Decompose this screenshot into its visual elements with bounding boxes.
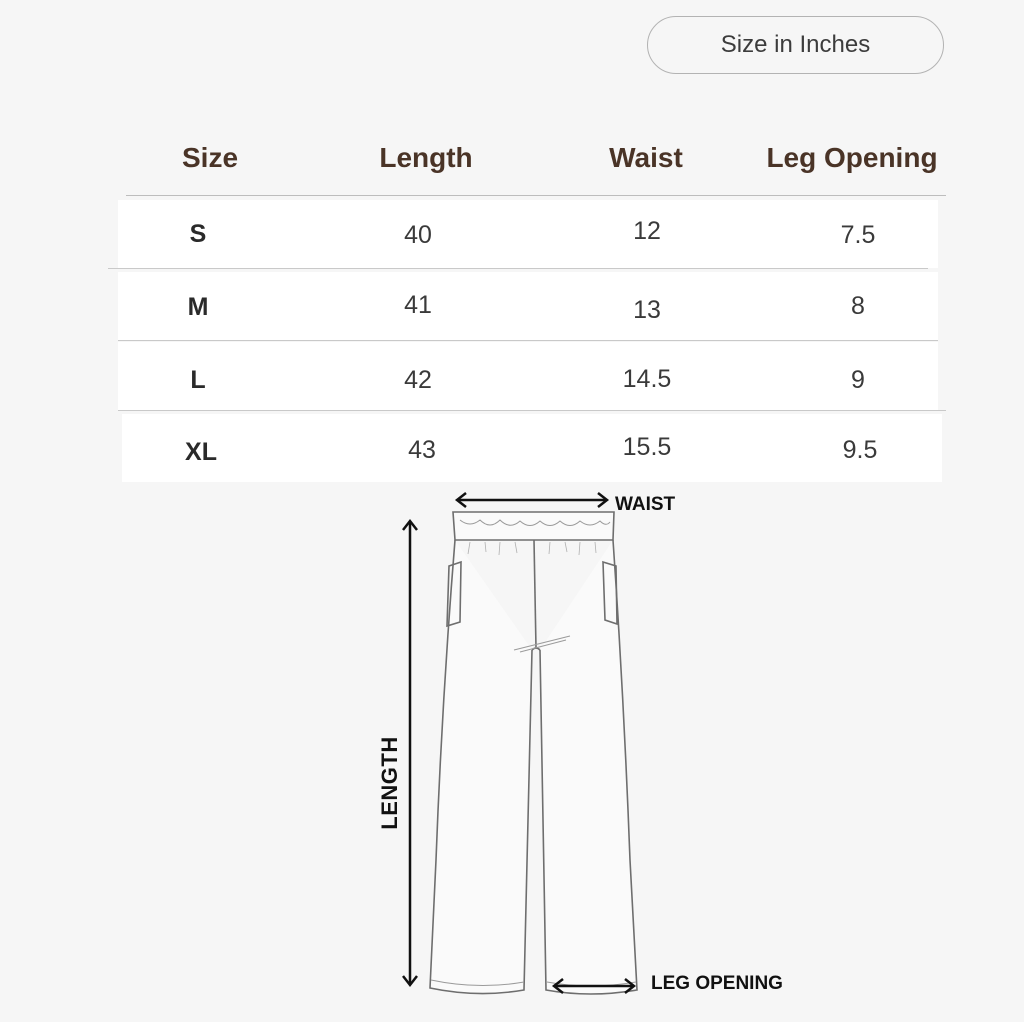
leg-opening-cell: 9.5 [842, 436, 878, 464]
size-cell: M [187, 293, 209, 321]
header-divider [126, 195, 946, 196]
length-cell: 43 [408, 436, 436, 464]
header-leg-opening: Leg Opening [766, 142, 938, 173]
leg-opening-label: LEG OPENING [651, 973, 783, 994]
row-divider [118, 340, 938, 341]
table-row [122, 414, 942, 482]
table-row [118, 342, 938, 410]
leg-opening-cell: 9 [851, 366, 865, 394]
row-divider [118, 410, 946, 411]
table-row [118, 272, 938, 340]
header-waist: Waist [609, 142, 683, 173]
header-length: Length [379, 142, 473, 173]
pants-measurement-diagram [0, 480, 1024, 1022]
size-cell: L [190, 366, 206, 394]
header-size: Size [181, 142, 239, 173]
length-cell: 41 [404, 291, 432, 319]
waist-arrow [457, 493, 607, 507]
leg-opening-cell: 7.5 [840, 221, 876, 249]
waist-cell: 15.5 [622, 433, 672, 461]
row-divider [108, 268, 928, 269]
length-label: LENGTH [377, 736, 402, 830]
size-unit-badge: Size in Inches [647, 16, 944, 74]
waist-cell: 12 [633, 217, 661, 245]
size-cell: XL [185, 438, 217, 466]
length-cell: 42 [404, 366, 432, 394]
size-cell: S [189, 220, 207, 248]
leg-opening-cell: 8 [851, 292, 865, 320]
table-row [118, 200, 938, 268]
waist-cell: 13 [633, 296, 661, 324]
waist-label: WAIST [615, 494, 676, 515]
length-cell: 40 [404, 221, 432, 249]
waist-cell: 14.5 [622, 365, 672, 393]
length-arrow [403, 521, 417, 985]
pants-outline [430, 512, 637, 994]
